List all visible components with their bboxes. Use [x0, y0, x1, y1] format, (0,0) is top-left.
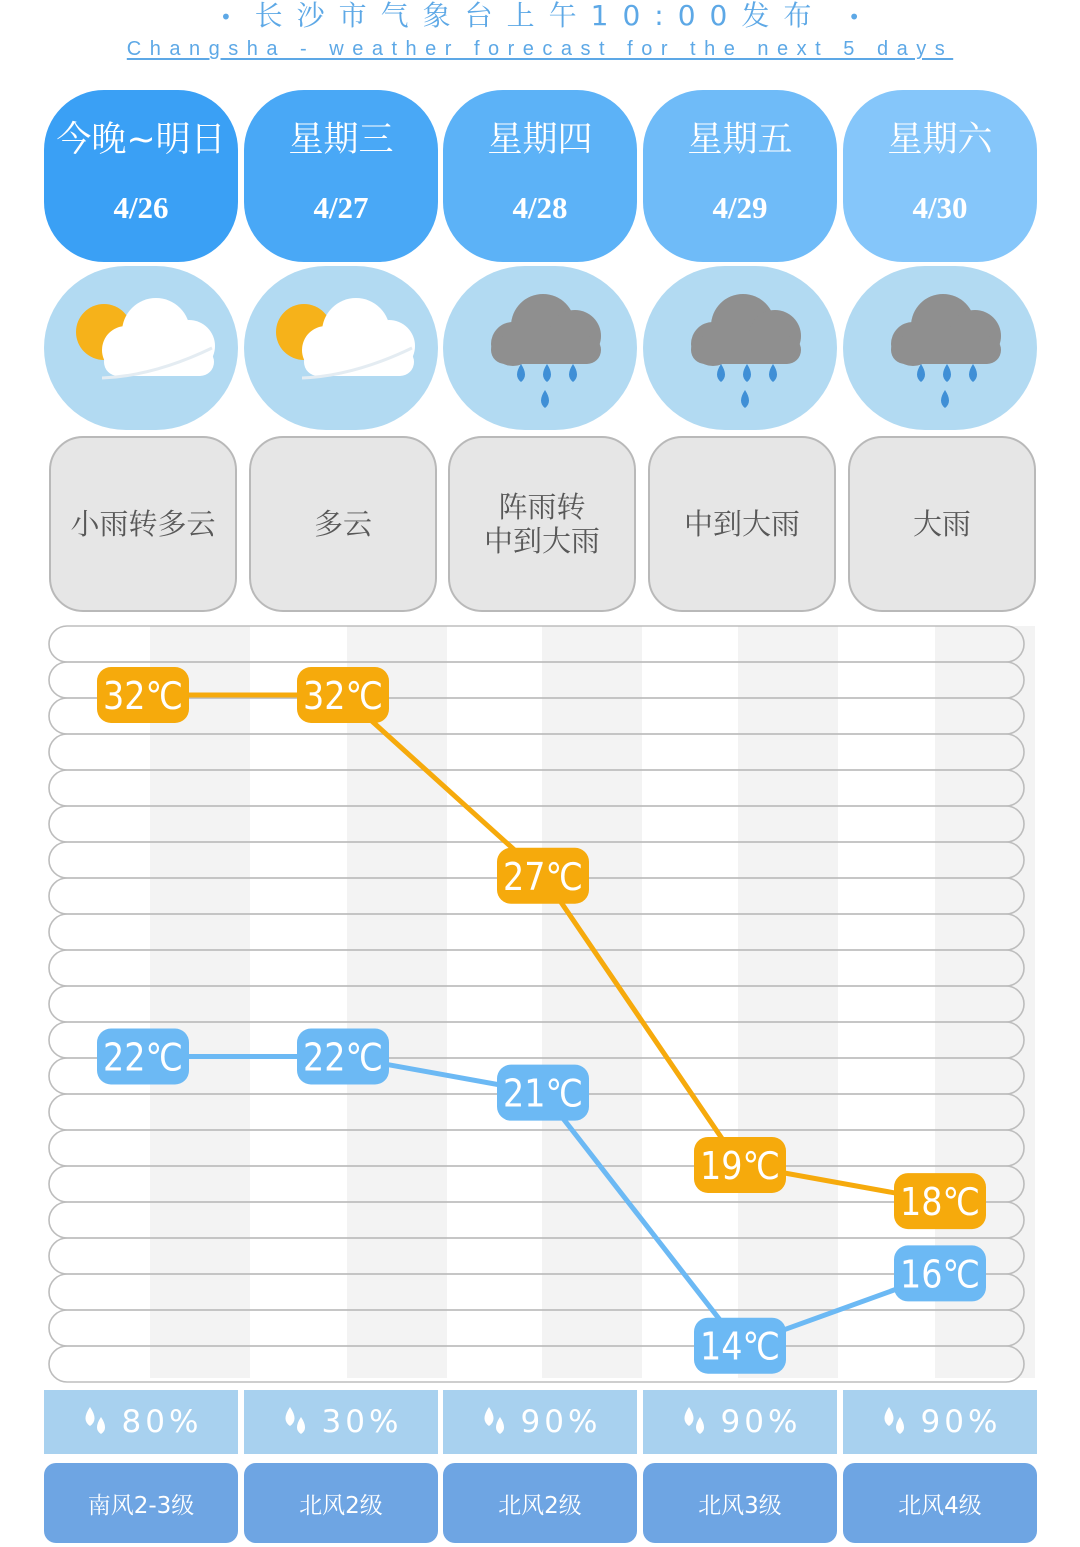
day-date: 4/30: [912, 190, 968, 225]
humidity-value: 30%: [321, 1404, 403, 1440]
day-name: 星期六: [887, 120, 993, 160]
high-temp-point: [297, 667, 389, 723]
low-temp-point: [97, 1029, 189, 1085]
day-name: 今晚~明日: [56, 120, 226, 160]
low-temp-point: [297, 1029, 389, 1085]
high-temp-point: [97, 667, 189, 723]
day-name: 星期五: [687, 120, 793, 160]
low-temp-label: 14℃: [700, 1324, 780, 1369]
day-date: 4/27: [313, 190, 369, 225]
high-temp-label: 27℃: [503, 854, 583, 899]
humidity-value: 90%: [920, 1404, 1002, 1440]
high-temp-label: 19℃: [700, 1143, 780, 1188]
weather-condition: 多云: [249, 436, 437, 612]
chart-stripe: [150, 626, 250, 1378]
weather-condition: 中到大雨: [648, 436, 836, 612]
wind-cell: 北风4级: [843, 1463, 1037, 1543]
high-temp-point: [894, 1173, 986, 1229]
high-temp-label: 32℃: [103, 674, 183, 718]
day-name: 星期四: [487, 120, 593, 160]
wind-cell: 北风2级: [244, 1463, 438, 1543]
low-temp-label: 22℃: [303, 1035, 383, 1080]
humidity-value: 80%: [121, 1404, 203, 1440]
day-date: 4/29: [712, 190, 768, 225]
day-name: 星期三: [288, 120, 394, 160]
high-temp-point: [497, 848, 589, 904]
wind-cell: 北风3级: [643, 1463, 837, 1543]
chart-stripe: [738, 626, 838, 1378]
chart-stripe: [347, 626, 447, 1378]
weather-condition: 阵雨转 中到大雨: [448, 436, 636, 612]
day-date: 4/28: [512, 190, 568, 225]
wind-cell: 北风2级: [443, 1463, 637, 1543]
wind-cell: 南风2-3级: [44, 1463, 238, 1543]
low-temp-point: [894, 1245, 986, 1301]
humidity-value: 90%: [720, 1404, 802, 1440]
high-temp-label: 32℃: [303, 674, 383, 718]
page-subtitle: Changsha - weather forecast for the next 5 days: [126, 38, 954, 60]
humidity-value: 90%: [520, 1404, 602, 1440]
high-temp-point: [694, 1137, 786, 1193]
high-temp-label: 18℃: [900, 1180, 980, 1225]
low-temp-label: 22℃: [103, 1035, 183, 1080]
low-temp-point: [497, 1065, 589, 1121]
low-temp-point: [694, 1318, 786, 1374]
low-temp-label: 16℃: [900, 1252, 980, 1297]
page-title: • 长沙市气象台上午10:00发布 •: [219, 0, 861, 32]
weather-condition: 大雨: [848, 436, 1036, 612]
day-date: 4/26: [113, 190, 169, 225]
weather-condition: 小雨转多云: [49, 436, 237, 612]
low-temp-label: 21℃: [503, 1071, 583, 1116]
